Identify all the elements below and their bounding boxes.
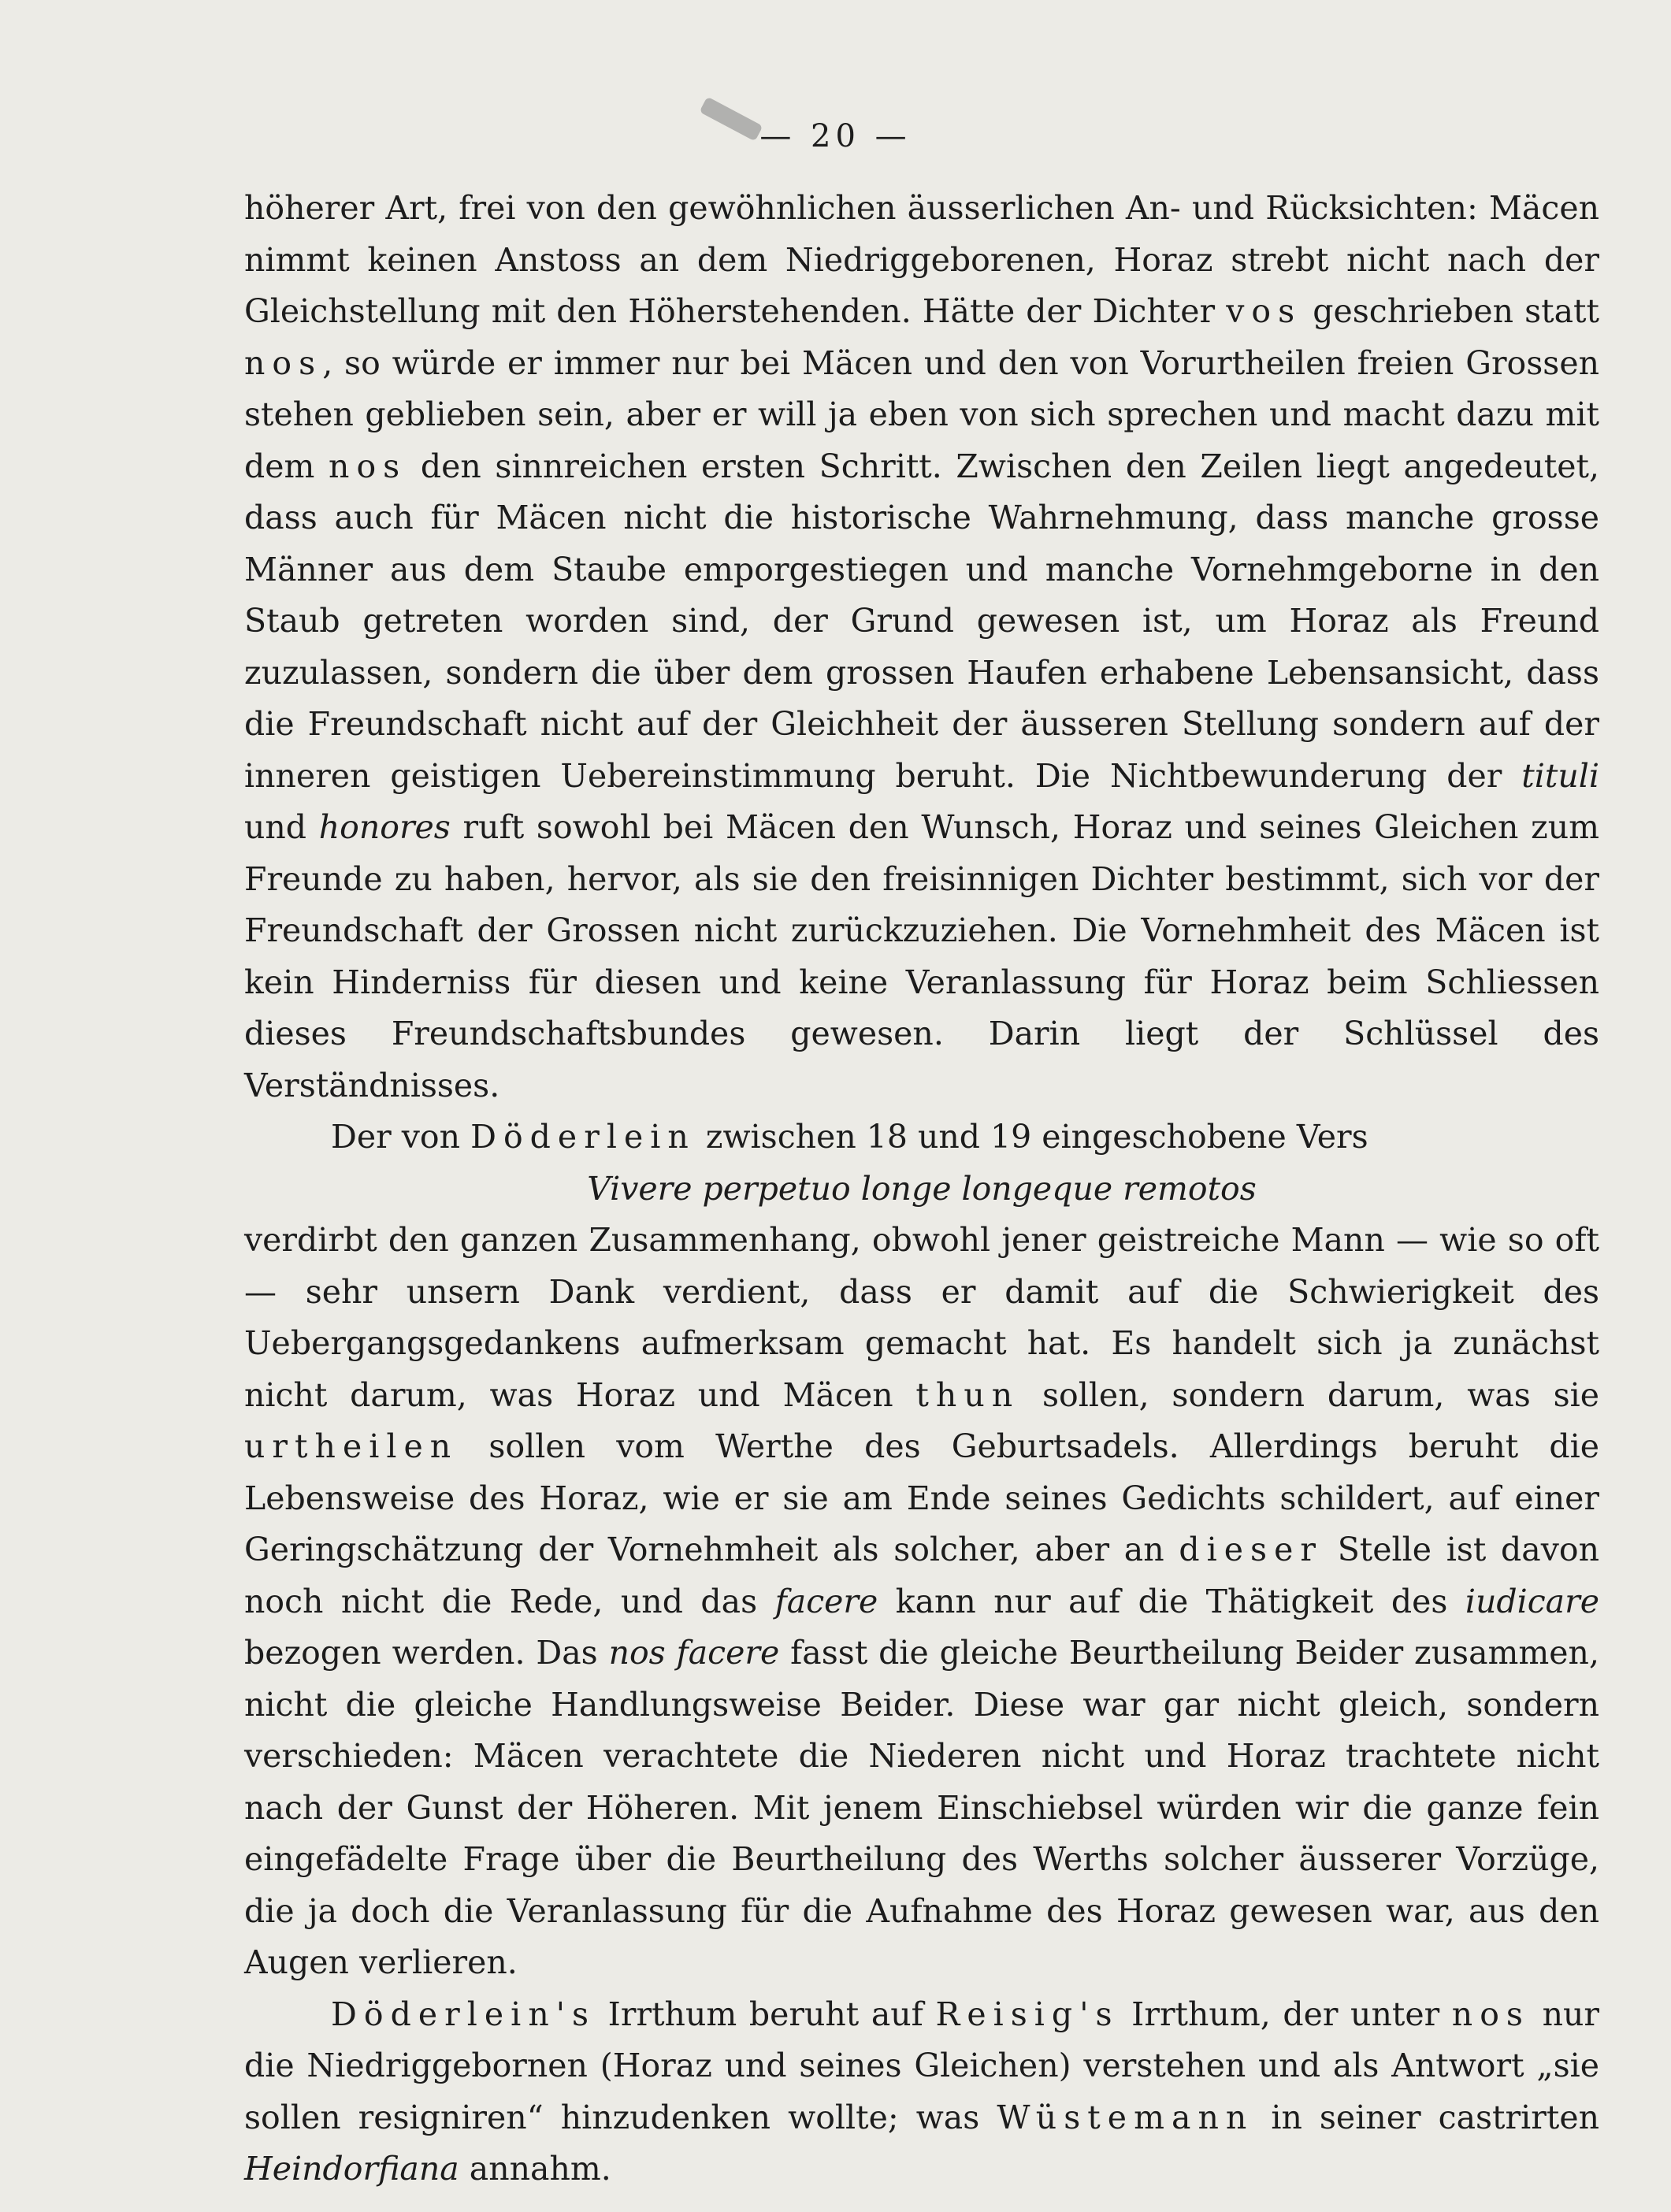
paragraph-2: Der von Döderlein zwischen 18 und 19 eingeschobene Vers [331, 1118, 1368, 1156]
quoted-verse: Vivere perpetuo longe longeque remotos [587, 1169, 1257, 1208]
page-number: — 20 — [759, 118, 912, 154]
paragraph-3: verdirbt den ganzen Zusammenhang, obwohl jener geistreiche Mann — wie so oft — sehr unsern Dank verdient, dass er damit auf die Schwierigkeit des Uebergangsgedankens aufmerksam gemacht hat. Es handelt sich ja zunächst nicht darum, was Horaz und Mäcen thun sollen, sondern darum, was sie urtheilen sollen vom Werthe des Geburtsadels. Allerdings beruht die Lebensweise des Horaz, wie er sie am Ende seines Gedichts schildert, auf einer Geringschätzung der Vornehmheit als solcher, aber an dieser Stelle ist davon noch nicht die Rede, und das facere kann nur auf die Thätigkeit des iudicare bezogen werden. Das nos facere fasst die gleiche Beurtheilung Beider zusammen, nicht die gleiche Handlungsweise Beider. Diese war gar nicht gleich, sondern verschieden: Mäcen verachtete die Niederen nicht und Horaz trachtete nicht nach der Gunst der Höheren. Mit jenem Einschiebsel würden wir die ganze fein eingefädelte Frage über die Beurtheilung des Werths solcher äusserer Vorzüge, die ja doch die Veranlassung für die Aufnahme des Horaz gewesen war, aus den Augen verlieren. [244, 1221, 1599, 1981]
paragraph-4: Döderlein's Irrthum beruht auf Reisig's Irrthum, der unter nos nur die Niedriggebornen (Horaz und seines Gleichen) verstehen und als Antwort „sie sollen resigniren“ hinzudenken wollte; was Wüstemann in seiner castrirten Heindorfiana annahm. [244, 1995, 1599, 2188]
paragraph-1: höherer Art, frei von den gewöhnlichen äusserlichen An- und Rücksichten: Mäcen nimmt keinen Anstoss an dem Niedriggeborenen, Horaz strebt nicht nach der Gleichstellung mit den Höherstehenden. Hätte der Dichter vos geschrieben statt nos, so würde er immer nur bei Mäcen und den von Vorurtheilen freien Grossen stehen geblieben sein, aber er will ja eben von sich sprechen und macht dazu mit dem nos den sinnreichen ersten Schritt. Zwischen den Zeilen liegt angedeutet, dass auch für Mäcen nicht die historische Wahrnehmung, dass manche grosse Männer aus dem Staube emporgestiegen und manche Vornehmgeborne in den Staub getreten worden sind, der Grund gewesen ist, um Horaz als Freund zuzulassen, sondern die über dem grossen Haufen erhabene Lebensansicht, dass die Freundschaft nicht auf der Gleichheit der äusseren Stellung sondern auf der inneren geistigen Uebereinstimmung beruht. Die Nichtbewunderung der tituli und honores ruft sowohl bei Mäcen den Wunsch, Horaz und seines Gleichen zum Freunde zu haben, hervor, als sie den freisinnigen Dichter bestimmt, sich vor der Freundschaft der Grossen nicht zurückzuziehen. Die Vornehmheit des Mäcen ist kein Hinderniss für diesen und keine Veranlassung für Horaz beim Schliessen dieses Freundschaftsbundes gewesen. Darin liegt der Schlüssel des Verständnisses. [244, 189, 1600, 1104]
body-text [244, 183, 1599, 2195]
